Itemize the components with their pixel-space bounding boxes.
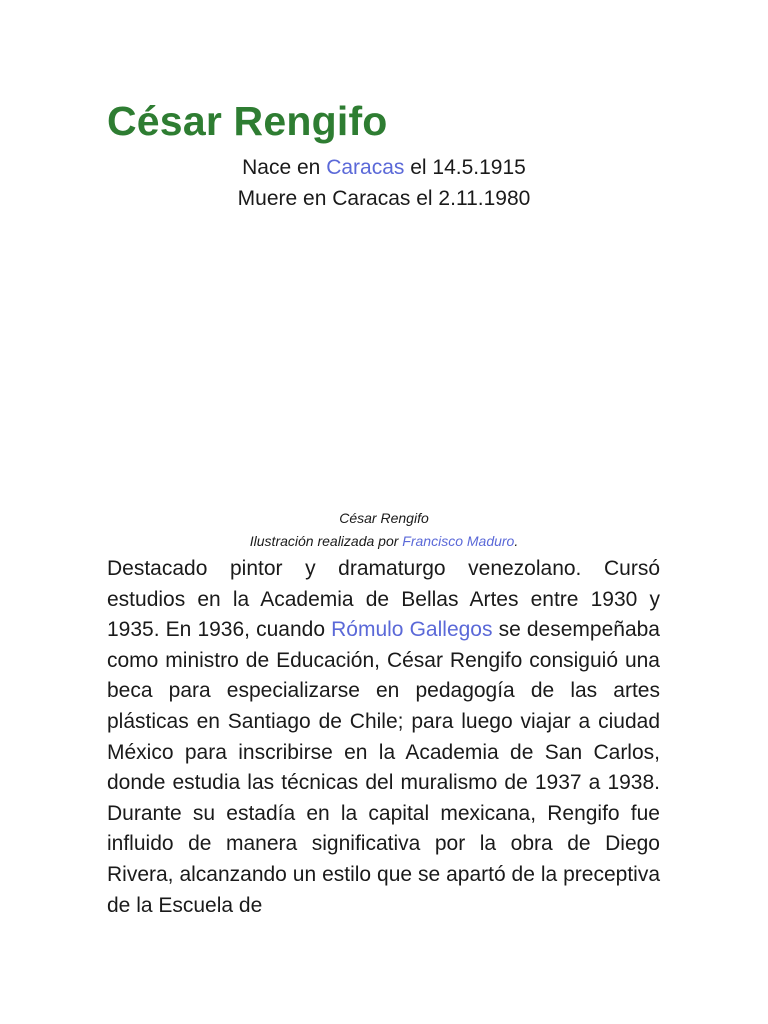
page-title: César Rengifo <box>107 98 388 144</box>
image-caption-credit <box>0 533 768 549</box>
image-caption-title: César Rengifo <box>339 510 429 526</box>
birth-date: el 14.5.1915 <box>404 156 526 179</box>
illustrator-link[interactable]: Francisco Maduro <box>402 533 515 549</box>
birth-prefix: Nace en <box>242 156 327 179</box>
caracas-link[interactable]: Caracas <box>326 156 405 179</box>
death-line: Muere en Caracas el 2.11.1980 <box>237 187 531 210</box>
biography-text-rest: se desempeñaba como ministro de Educación, César Rengifo consiguió una beca para especializarse en pedagogía de las artes plásticas en Santiago de Chile; para luego viajar a ciudad México para inscribirse en la Academia de San Carlos, donde estudia las técnicas del muralismo de 1937 a 1938. Durante su estadía en la capital mexicana, Rengifo fue influido de manera significativa por la obra de Diego Rivera, alcanzando un estilo que se apartó de la preceptiva de la Escuela de <box>107 618 660 917</box>
caption-credit-suffix: . <box>514 533 519 549</box>
biography-paragraph <box>107 554 660 921</box>
biography-text-start: Destacado pintor y dramaturgo venezolano. Cursó estudios en la Academia de Bellas Artes entre 1930 y 1935. En 1936, cuando <box>107 557 660 642</box>
caption-credit-prefix: Ilustración realizada por <box>249 533 403 549</box>
romulo-gallegos-link[interactable]: Rómulo Gallegos <box>331 618 493 642</box>
birth-line <box>0 156 768 180</box>
